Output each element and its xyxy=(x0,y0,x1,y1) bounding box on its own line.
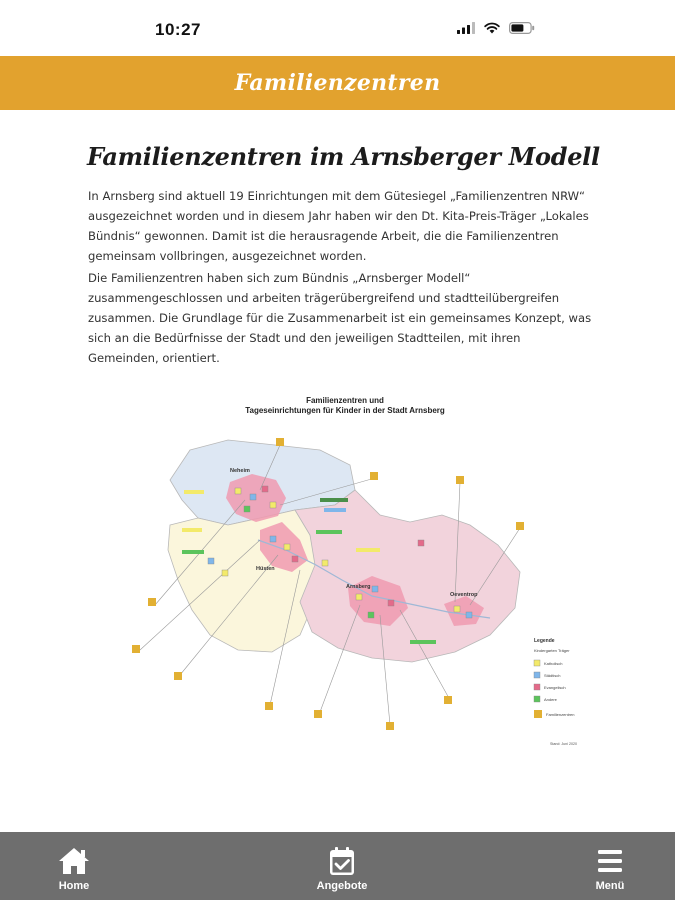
kita-marker xyxy=(372,586,378,592)
main-content[interactable] xyxy=(0,110,675,832)
legend-subtitle: Kindergarten Träger xyxy=(534,648,570,653)
label-block xyxy=(356,548,380,552)
kita-marker xyxy=(466,612,472,618)
kita-marker xyxy=(454,606,460,612)
town-label-arnsberg: Arnsberg xyxy=(346,584,371,590)
legend-title: Legende xyxy=(534,638,555,644)
intro-paragraph: In Arnsberg sind aktuell 19 Einrichtungen mit dem Gütesiegel „Familienzentren NRW“ ausgezeichnet worden und in diesem Jahr haben wir den Dt. Kita-Preis-Träger „Lokales Bündnis“ gewonnen. Damit ist die herausragende Arbeit, die die Familienzentren gemeinsam vollbringen, ausgezeichnet worden. xyxy=(88,189,589,263)
legend-label-staedtisch: Städtisch xyxy=(544,673,561,678)
legend-swatch-katholisch xyxy=(534,660,540,666)
family-center-icon xyxy=(386,722,394,730)
family-center-icon xyxy=(132,645,140,653)
calendar-check-icon xyxy=(328,846,356,876)
family-center-icon xyxy=(370,472,378,480)
town-label-huesten: Hüsten xyxy=(256,566,275,572)
family-center-icon xyxy=(516,522,524,530)
map-region-east xyxy=(295,490,520,662)
header-title: Familienzentren xyxy=(234,70,441,96)
kita-marker xyxy=(388,600,394,606)
legend-label-evangelisch: Evangelisch xyxy=(544,685,566,690)
kita-marker xyxy=(368,612,374,618)
kita-marker xyxy=(292,556,298,562)
status-icons xyxy=(457,22,535,34)
kita-marker xyxy=(244,506,250,512)
label-block xyxy=(182,550,204,554)
map-title-line-1: Familienzentren und xyxy=(306,396,384,405)
legend-swatch-evangelisch xyxy=(534,684,540,690)
nav-home-label: Home xyxy=(58,880,90,892)
map-graphic xyxy=(110,390,590,750)
home-icon xyxy=(57,846,91,876)
family-center-icon xyxy=(148,598,156,606)
family-center-icon xyxy=(314,710,322,718)
status-time: 10:27 xyxy=(155,20,201,39)
legend-label-katholisch: Katholisch xyxy=(544,661,563,666)
label-block xyxy=(316,530,342,534)
map-title-line-2: Tageseinrichtungen für Kinder in der Stadt Arnsberg xyxy=(245,406,445,415)
map-footnote: Stand: Juni 2020 xyxy=(550,742,577,746)
kita-marker xyxy=(270,502,276,508)
page-title: Familienzentren im Arnsberger Modell xyxy=(87,142,600,171)
cellular-signal-icon xyxy=(457,22,475,34)
family-center-icon xyxy=(276,438,284,446)
legend-swatch-staedtisch xyxy=(534,672,540,678)
label-block xyxy=(320,498,348,502)
town-label-neheim: Neheim xyxy=(230,468,250,474)
battery-icon xyxy=(509,22,535,34)
kita-marker xyxy=(418,540,424,546)
label-block xyxy=(184,490,204,494)
status-bar xyxy=(0,0,675,56)
nav-offers-label: Angebote xyxy=(316,880,368,892)
kita-marker xyxy=(262,486,268,492)
app-header xyxy=(0,56,675,110)
nav-home-button[interactable] xyxy=(44,832,104,900)
legend-swatch-familienzentren xyxy=(534,710,542,718)
bottom-navigation xyxy=(0,832,675,900)
kita-marker xyxy=(284,544,290,550)
nav-menu-label: Menü xyxy=(595,880,625,892)
kita-marker xyxy=(250,494,256,500)
arnsberg-map[interactable] xyxy=(110,390,590,750)
label-block xyxy=(324,508,346,512)
legend-swatch-andere xyxy=(534,696,540,702)
family-center-icon xyxy=(456,476,464,484)
nav-offers-button[interactable] xyxy=(307,832,377,900)
kita-marker xyxy=(356,594,362,600)
label-block xyxy=(182,528,202,532)
kita-marker xyxy=(222,570,228,576)
kita-marker xyxy=(270,536,276,542)
kita-marker xyxy=(322,560,328,566)
model-paragraph: Die Familienzentren haben sich zum Bündnis „Arnsberger Modell“ zusammengeschlossen und arbeiten trägerübergreifend und stadtteilübergreifen zusammen. Die Grundlage für die Zusammenarbeit ist ein gemeinsames Konzept, was sich an die Bedürfnisse der Stadt und den jeweiligen Stadtteilen, mit ihren Gemeinden, orientiert. xyxy=(88,271,592,365)
hamburger-menu-icon xyxy=(596,846,624,876)
legend-label-familienzentren: Familienzentren xyxy=(546,712,575,717)
town-label-oeventrop: Oeventrop xyxy=(450,592,478,598)
family-center-icon xyxy=(174,672,182,680)
nav-menu-button[interactable] xyxy=(580,832,640,900)
family-center-icon xyxy=(265,702,273,710)
wifi-icon xyxy=(484,22,500,34)
label-block xyxy=(410,640,436,644)
family-center-icon xyxy=(444,696,452,704)
map-legend-swatches xyxy=(534,660,542,718)
legend-label-andere: Andere xyxy=(544,697,557,702)
kita-marker xyxy=(208,558,214,564)
kita-marker xyxy=(235,488,241,494)
